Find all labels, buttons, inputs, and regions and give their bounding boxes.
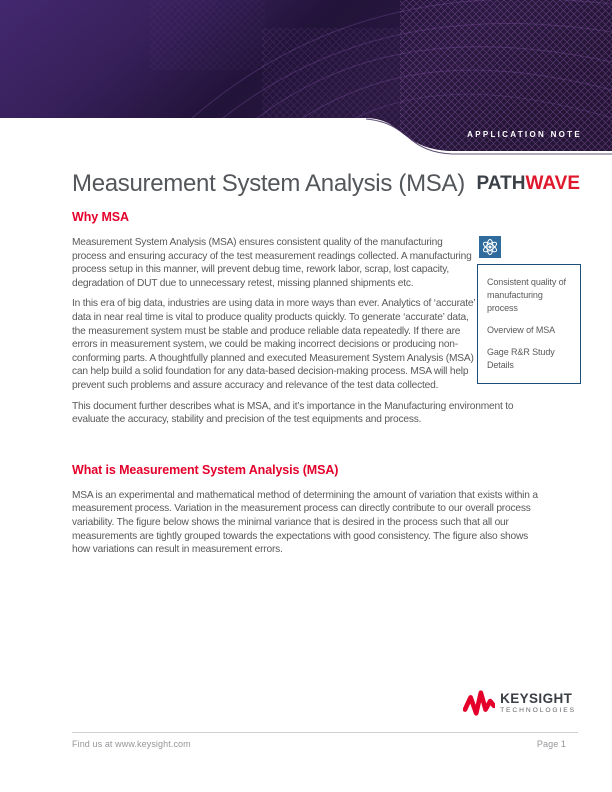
main-content — [72, 210, 544, 564]
summary-item: Gage R&R Study Details — [487, 347, 555, 370]
footer-divider — [72, 732, 578, 733]
keysight-wave-mark-icon — [463, 689, 495, 717]
application-note-label: APPLICATION NOTE — [467, 130, 582, 139]
section-heading-why-msa: Why MSA — [72, 210, 129, 224]
summary-item: Consistent quality of manufacturing process — [487, 277, 566, 313]
section-heading-what-is-msa: What is Measurement System Analysis (MSA) — [72, 462, 339, 477]
sidebar — [477, 236, 581, 384]
summary-item: Overview of MSA — [487, 325, 556, 335]
page-title: Measurement System Analysis (MSA) — [72, 170, 465, 197]
keysight-brand-name: KEYSIGHT — [500, 690, 573, 706]
banner — [0, 0, 612, 158]
paragraph: In this era of big data, industries are using data in more ways than ever. Analytics of ‘accurate’ data in near real time is vital to produce quality products quickly. To generate ‘accurate’ data, the measurement system must be stable and produce reliable data repeatedly. If there are errors in measurement system, we could be making incorrect decisions or producing non-conforming parts. A thoughtfully planned and executed Measurement System Analysis (MSA) can help build a solid foundation for any data-based decision-making process. MSA will help prevent such problems and assure accuracy and relevance of the test data collected. — [72, 298, 476, 391]
pathwave-logo — [477, 173, 580, 195]
title-row — [72, 171, 580, 197]
summary-box — [477, 264, 581, 384]
paragraph: This document further describes what is MSA, and it’s importance in the Manufacturing environment to evaluate the accuracy, stability and precision of the test equipments and process. — [72, 400, 514, 426]
paragraph: MSA is an experimental and mathematical method of determining the amount of variation that exists within a measurement process. Variation in the measurement process can directly contribute to our overall process variability. The figure below shows the minimal variance that is desired in the process such that all our measurements are tightly grouped towards the expectations with good consistency. The figure also shows how variations can result in measurement errors. — [72, 489, 538, 556]
keysight-brand-subtitle: TECHNOLOGIES — [500, 706, 576, 714]
atom-icon — [479, 236, 501, 258]
keysight-logo — [463, 689, 576, 717]
footer — [72, 739, 578, 749]
pathwave-logo-wave-text: WAVE — [525, 173, 580, 194]
footer-find-us-text: Find us at www.keysight.com — [72, 739, 191, 749]
footer-page-number: Page 1 — [536, 739, 566, 749]
paragraph: Measurement System Analysis (MSA) ensures consistent quality of the manufacturing process and ensuring accuracy of the test measurement readings collected. A manufacturing process setup in this manner, will prevent debug time, rework labor, scrap, lost capacity, degradation of DUT due to unnecessary retest, missing planned shipments etc. — [72, 237, 472, 289]
pathwave-logo-path-text: PATH — [476, 173, 526, 194]
